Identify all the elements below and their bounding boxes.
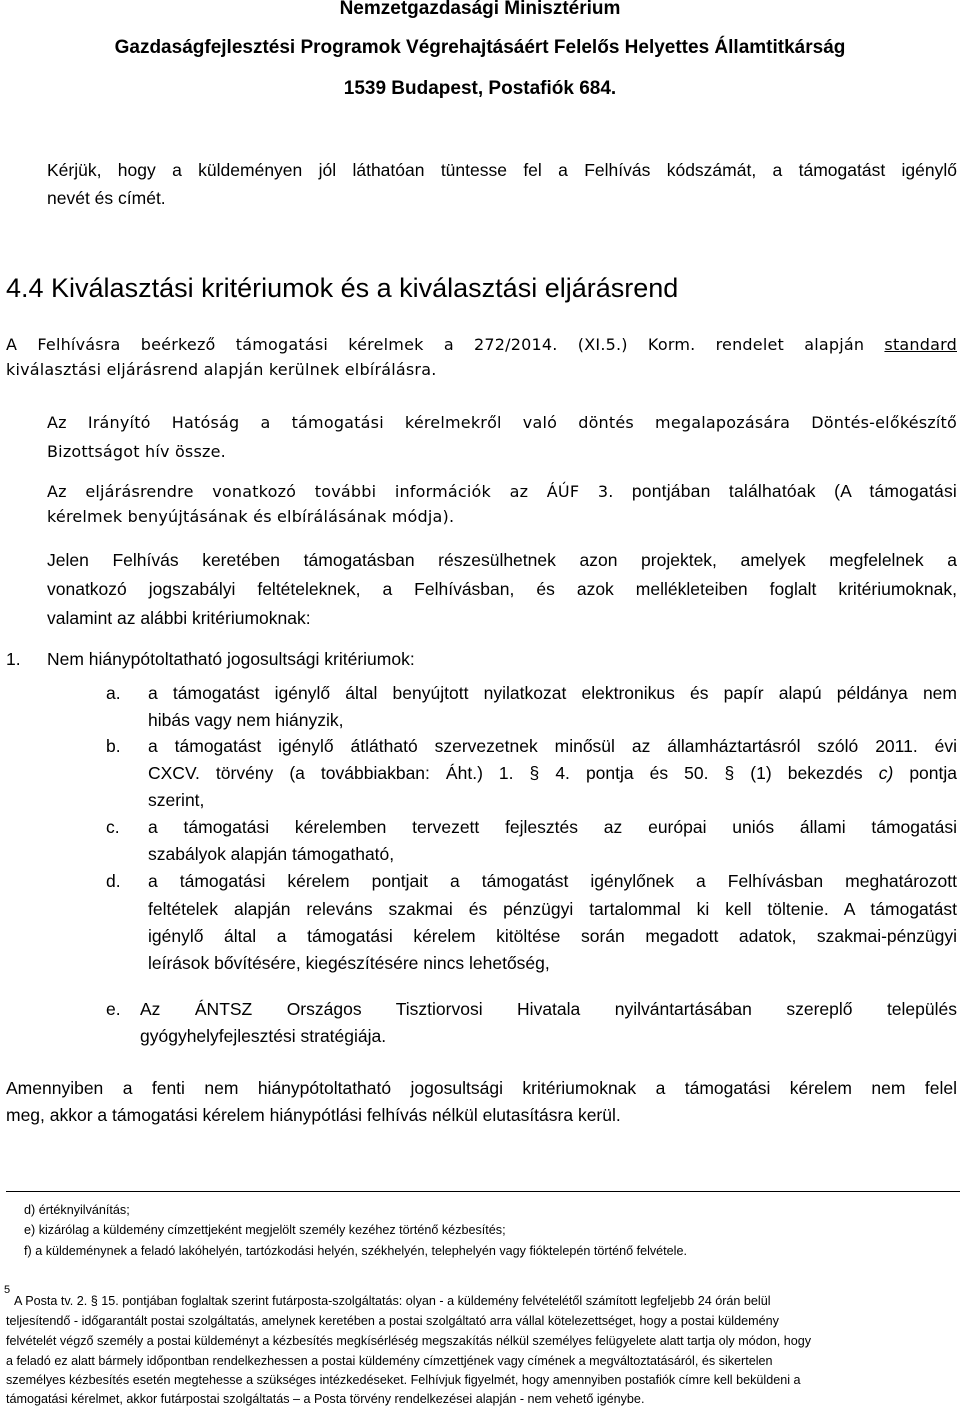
item-c-line-1: a támogatási kérelemben tervezett fejlesztés az európai uniós állami támogatási <box>148 817 957 837</box>
p3-line-1-post: pontjában találhatóak (A támogatási <box>613 481 958 501</box>
item-e-letter: e. <box>106 999 121 1019</box>
item-d-line-4: leírások bővítésére, kiegészítésére nincs lehetőség, <box>148 953 550 973</box>
intro-line-1: Kérjük, hogy a küldeményen jól láthatóan tüntesse fel a Felhívás kódszámát, a támogatást igénylő <box>47 160 957 180</box>
item-e-line-2: gyógyhelyfejlesztési stratégiája. <box>140 1026 387 1046</box>
p2-line-1: Az Irányító Hatóság a támogatási kérelmekről való döntés megalapozására Döntés-előkészítő <box>47 413 957 432</box>
item-a-letter: a. <box>106 683 121 703</box>
item-b-point-c: c) <box>862 763 894 783</box>
item-b-line-3: szerint, <box>148 790 205 810</box>
item-b-line-2-tail: pontja <box>893 763 957 783</box>
p1-line-1-text: A Felhívásra beérkező támogatási kérelmek a 272/2014. (XI.5.) Korm. rendelet alapján <box>6 335 885 354</box>
footnote-separator <box>6 1191 960 1192</box>
p4-line-2: vonatkozó jogszabályi feltételeknek, a Felhívásban, és azok mellékleteiben foglalt kritériumoknak, <box>47 579 957 599</box>
item-b-line-2-main: CXCV. törvény (a továbbiakban: Áht.) 1. § 4. pontja és 50. § (1) bekezdés <box>148 763 863 783</box>
p2-line-2: Bizottságot hív össze. <box>47 442 226 461</box>
p3-line-1 <box>47 480 957 503</box>
item-d-line-3: igénylő által a támogatási kérelem kitöltése során megadott adatok, szakmai-pénzügyi <box>148 926 957 946</box>
intro-line-2: nevét és címét. <box>47 188 166 208</box>
closing-line-2: meg, akkor a támogatási kérelem hiánypótlási felhívás nélkül elutasításra kerül. <box>6 1105 621 1125</box>
footnote-e: e) kizárólag a küldemény címzettjeként megjelölt személy kezéhez történő kézbesítés; <box>24 1223 506 1237</box>
section-heading: 4.4 Kiválasztási kritériumok és a kiválasztási eljárásrend <box>6 273 679 303</box>
closing-line-1: Amennyiben a fenti nem hiánypótoltatható jogosultsági kritériumoknak a támogatási kérelem nem felel <box>6 1078 957 1098</box>
p4-line-1: Jelen Felhívás keretében támogatásban részesülhetnek azon projektek, amelyek megfelelnek a <box>47 550 957 570</box>
footnote-f: f) a küldeménynek a feladó lakóhelyén, tartózkodási helyén, székhelyén, telephelyén vagy fióktelepén történő felvétele. <box>24 1244 687 1258</box>
criteria-title: Nem hiánypótoltatható jogosultsági kritériumok: <box>47 649 415 669</box>
footnote-5-marker: 5 <box>4 1284 11 1296</box>
ministry-name: Nemzetgazdasági Minisztérium <box>339 0 621 19</box>
p1-line-1 <box>6 334 957 356</box>
footnote-d: d) értéknyilvánítás; <box>24 1203 130 1217</box>
criteria-number: 1. <box>6 649 21 669</box>
item-c-letter: c. <box>106 817 120 837</box>
item-b-letter: b. <box>106 736 121 756</box>
secretariat-name: Gazdaságfejlesztési Programok Végrehajtásáért Felelős Helyettes Államtitkárság <box>114 37 846 58</box>
item-a-line-1: a támogatást igénylő által benyújtott nyilatkozat elektronikus és papír alapú példánya nem <box>148 683 957 703</box>
footnote-5-line-4: a feladó ez alatt bármely időpontban rendelkezhessen a postai küldemény címzettjének vagy címének a megváltoztatásáról, és sikertelen <box>6 1354 773 1368</box>
footnote-5-line-1: A Posta tv. 2. § 15. pontjában foglaltak szerint futárposta-szolgáltatás: olyan - a küldemény felvételétől számított legfeljebb 24 órán belül <box>14 1294 771 1308</box>
p4-line-3: valamint az alábbi kritériumoknak: <box>47 608 311 628</box>
item-d-letter: d. <box>106 871 121 891</box>
footnote-5-line-6: támogatási kérelmet, akkor futárpostai szolgáltatás – a Posta törvény rendelkezései alapján - nem vehető igénybe. <box>6 1392 645 1406</box>
item-a-line-2: hibás vagy nem hiányzik, <box>148 710 344 730</box>
postal-address: 1539 Budapest, Postafiók 684. <box>343 78 617 99</box>
p1-line-2: kiválasztási eljárásrend alapján kerülnek elbírálásra. <box>6 360 437 379</box>
footnote-5-line-5: személyes kézbesítés esetén megtehesse a szükséges intézkedéseket. Felhívjuk figyelmét, hogy amennyiben postafiók címre kell beküldeni a <box>6 1373 801 1387</box>
footnote-5-line-2: teljesítendő - időgarantált postai szolgáltatás, amelynek keretében a postai szolgáltató arra vállal kötelezettséget, hogy a postai küldemény <box>6 1314 779 1328</box>
item-e-line-1: Az ÁNTSZ Országos Tisztiorvosi Hivatala nyilvántartásában szereplő település <box>140 999 957 1019</box>
footnote-5-line-3: felvételét végző személy a postai küldeményt a kézbesítés megkísérléség megszakítás nélkül személyes felügyelete alatt tartja oly módon, hogy <box>6 1334 812 1348</box>
item-b-line-1: a támogatást igénylő átlátható szervezetnek minősül az államháztartásról szóló 2011. évi <box>148 736 957 756</box>
item-d-line-1: a támogatási kérelem pontjait a támogatást igénylőnek a Felhívásban meghatározott <box>148 871 957 891</box>
standard-link[interactable]: standard <box>884 335 957 354</box>
p3-line-1-pre: Az eljárásrendre vonatkozó további információk az ÁÚF 3. <box>47 482 614 501</box>
item-b-line-2 <box>148 762 957 784</box>
item-c-line-2: szabályok alapján támogatható, <box>148 844 395 864</box>
item-d-line-2: feltételek alapján releváns szakmai és pénzügyi tartalommal ki kell töltenie. A támogatást <box>148 899 957 919</box>
p3-line-2: kérelmek benyújtásának és elbírálásának módja). <box>47 507 455 526</box>
